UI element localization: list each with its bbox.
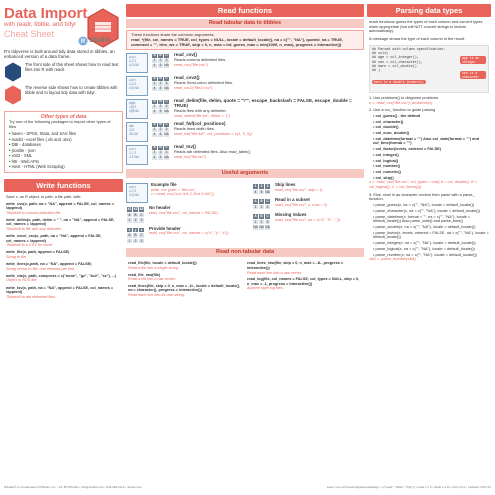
fn-description: Tibble/df to file with any delimiter. bbox=[6, 227, 62, 232]
file-line: 1|2|3 bbox=[129, 105, 136, 110]
page-title: Data Import bbox=[4, 5, 88, 22]
step-1 bbox=[367, 96, 491, 105]
result-table: X1 X2 X3 A B C 1 2 3 bbox=[127, 207, 144, 223]
read-function-desc bbox=[174, 99, 364, 118]
footer-left: RStudio® is a trademark of RStudio, Inc. • CC BY RStudio • info@rstudio.com • 844-448-1212 • rstudio.com bbox=[4, 485, 142, 489]
fn-signature: write_delim(x, path, delim = " ", na = "NA", append = FALSE, col_names = !append) bbox=[6, 217, 115, 227]
table-cell: NA bbox=[164, 86, 169, 91]
file-icon bbox=[126, 53, 148, 73]
list-item: • col_double() bbox=[373, 125, 489, 130]
table-cell: 3 bbox=[164, 151, 170, 156]
table-cell: B bbox=[159, 99, 162, 104]
code-line: ## earn = col_double() bbox=[372, 65, 417, 69]
list-item: • readxl - excel files (.xls and .xlsx) bbox=[9, 137, 118, 143]
file-line: abc bbox=[129, 124, 135, 129]
list-item: • col_character() bbox=[373, 120, 489, 125]
table-cell: NA bbox=[164, 63, 169, 68]
non-tabular-header: Read non-tabular data bbox=[126, 248, 364, 257]
fn-description: Tibble/df to tab delimited files. bbox=[6, 294, 57, 299]
code-line: read_csv2("file2.csv") bbox=[174, 84, 213, 90]
result-table bbox=[151, 53, 170, 69]
step-2 bbox=[367, 108, 491, 190]
table-cell: NA bbox=[164, 155, 169, 160]
fn-description: Object to RDS file. bbox=[6, 278, 38, 283]
page-subtitle: with readr, tibble, and tidyr bbox=[4, 21, 77, 28]
intro-reverse-row bbox=[4, 85, 123, 105]
fn-description: Read each line into a raw vector. bbox=[247, 270, 303, 275]
other-packages-list bbox=[9, 131, 118, 170]
file-line: 4,5,NA bbox=[129, 63, 139, 68]
list-item: • col_guess() - the default bbox=[373, 114, 489, 119]
list-item: • httr - Web APIs bbox=[9, 159, 118, 165]
non-tabular-functions bbox=[126, 259, 364, 297]
provide-header-label: Provide header bbox=[149, 225, 181, 231]
list-item: • parse_guess(x, na = c("", "NA"), locale = default_locale()) bbox=[373, 203, 489, 208]
read-function-desc bbox=[174, 76, 233, 90]
table-cell: 4 bbox=[152, 87, 158, 92]
table-cell: 1 bbox=[152, 82, 158, 87]
fn-description: Tibble/df to a CSV for excel bbox=[6, 243, 53, 248]
rstudio-logo bbox=[78, 36, 122, 46]
table-cell: 2 bbox=[158, 82, 164, 87]
code-line: read_csv("file.csv", col_names = c("x", "y", "z")) bbox=[149, 231, 229, 236]
table-cell: C bbox=[165, 53, 168, 58]
table-cell: C bbox=[165, 122, 168, 127]
code-line: read_csv("file.csv", skip = 1) bbox=[275, 187, 323, 192]
example-file-label: Example file bbox=[151, 182, 177, 188]
table-cell: NA bbox=[164, 132, 169, 137]
table-cell: 4 bbox=[152, 133, 158, 138]
fn-signature: read_delim(file, delim, quote = "\"", escape_backslash = FALSE, escape_double = TRUE) bbox=[174, 98, 352, 109]
file-line: 1,2,3 bbox=[129, 59, 137, 64]
fn-signature: write_lines(x,path, na = "NA", append = FALSE) bbox=[6, 262, 92, 267]
other-data-lead: Try one of the following packages to import other types of files bbox=[9, 119, 111, 130]
result-table: 1 2 3 4 5 NA bbox=[252, 183, 271, 195]
read-function-row bbox=[126, 99, 364, 119]
table-cell: C bbox=[165, 76, 168, 81]
read-tabular-subheader: Read tabular data to tibbles bbox=[126, 19, 364, 28]
parsing-header: Parsing data types bbox=[367, 4, 491, 17]
fn-description: Reads files with any delimiter. bbox=[174, 107, 227, 113]
write-fn bbox=[6, 202, 121, 216]
useful-args-left bbox=[126, 180, 252, 244]
table-cell: 2 bbox=[158, 105, 164, 110]
left-column bbox=[4, 4, 123, 299]
result-table bbox=[151, 122, 170, 138]
fn-signature: write_csv(x, path, na = "NA", append = FALSE, col_names = !append) bbox=[6, 201, 114, 211]
fn-description: String vector to file, one element per line. bbox=[6, 266, 76, 271]
fn-description: String to file. bbox=[6, 255, 28, 260]
fn-signature: write_excel_csv(x, path, na = "NA", append = FALSE, col_names = !append) bbox=[6, 234, 102, 243]
list-item: • parse_factor(x, levels, ordered = FALSE, na = c("", "NA"), locale = default_locale()) bbox=[373, 231, 489, 240]
table-cell: 3 bbox=[164, 105, 170, 110]
intro-text: R's tidyverse is built around tidy data stored in tibbles, an enhanced version of a data frame. bbox=[4, 49, 115, 60]
result-table: x y z A B C 1 2 3 bbox=[128, 227, 143, 243]
list-item: • rvest - HTML (Web Scraping) bbox=[9, 164, 118, 170]
write-fn bbox=[6, 234, 121, 248]
cheat-sheet-label: Cheat Sheet bbox=[4, 29, 55, 39]
write-fn bbox=[6, 262, 121, 271]
readr-hex-icon bbox=[4, 62, 22, 82]
file-line: 1 2 3 bbox=[129, 151, 137, 156]
rstudio-r-icon bbox=[78, 36, 88, 46]
code-line: ## age = col_integer(), bbox=[372, 56, 419, 61]
footer bbox=[4, 486, 491, 489]
code-line: ## sex = col_character(), bbox=[372, 60, 423, 65]
code-line: ## ) bbox=[372, 69, 381, 74]
code-line: read_delim("file.txt", delim = "|") bbox=[174, 112, 230, 118]
read-fn bbox=[128, 284, 243, 298]
table-cell: B bbox=[159, 145, 162, 150]
table-cell: C bbox=[165, 145, 168, 150]
table-cell: 5 bbox=[158, 110, 164, 115]
code-line: x <- read_csv("file.csv"); problems(x) bbox=[369, 99, 433, 105]
write-functions-box bbox=[4, 195, 123, 300]
list-item: • parse_character(x, na = c("", "NA"), locale = default_locale()) bbox=[373, 209, 489, 214]
useful-arguments-header: Useful arguments bbox=[126, 169, 364, 178]
code-line: read_csv("file.csv", n_max = 1) bbox=[275, 202, 328, 207]
fn-description: Read each line into its own string. bbox=[128, 292, 185, 297]
write-functions-header: Write functions bbox=[4, 179, 123, 192]
file-icon bbox=[126, 99, 148, 119]
fn-description: Tibble/df to comma delimited file. bbox=[6, 210, 62, 215]
read-function-desc bbox=[174, 53, 226, 67]
fn-signature: read_lines(file, skip = 0, n_max = -1L, locale = default_locale(), na = character(), progress = interactive()) bbox=[128, 283, 240, 293]
list-item: • col_integer() bbox=[373, 153, 489, 158]
fn-signature: read_lines_raw(file, skip = 0, n_max = -1L, progress = interactive()) bbox=[247, 261, 344, 270]
read-function-row bbox=[126, 145, 364, 165]
list-item: • col_logical() bbox=[373, 159, 489, 164]
code-line: x = read_csv("a,b,c\n1,2,3\n4,5,NA")) bbox=[151, 192, 214, 197]
earn-type-badge: earn is a double (numeric) bbox=[374, 79, 424, 84]
parsing-message: A message shows the type of each column in the result. bbox=[369, 36, 466, 42]
list-item: • parse_number(x, na = c("", "NA"), locale = default_locale()) bbox=[373, 253, 489, 258]
intro-reverse-text: The reverse side shows how to create tibbles with tibble and to layout tidy data with tidyr. bbox=[25, 85, 118, 96]
provide-header-row bbox=[126, 227, 252, 245]
table-cell: A bbox=[153, 122, 156, 127]
result-table bbox=[151, 99, 170, 115]
read-function-row bbox=[126, 53, 364, 73]
table-cell: 5 bbox=[158, 156, 164, 161]
table-cell: A bbox=[153, 99, 156, 104]
list-item: • col_datetime(format = "") Also col_date(format = "") and col_time(format = "") bbox=[373, 137, 489, 146]
code-line: write_csv (path = "file.csv", bbox=[151, 187, 197, 192]
table-cell: A bbox=[153, 145, 156, 150]
result-table: A B C 1 2 3 bbox=[254, 199, 269, 209]
fn-signature: read_file_raw(file) bbox=[128, 272, 161, 277]
list-item: • parse_double(x, na = c("", "NA"), locale = default_locale()) bbox=[373, 225, 489, 230]
fn-description: Reads fixed width files. bbox=[174, 126, 215, 132]
read-function-list bbox=[126, 53, 364, 165]
file-line: a;b;c bbox=[129, 78, 136, 83]
sex-type-badge: sex is a character bbox=[460, 71, 486, 79]
column-spec-code bbox=[369, 45, 489, 93]
table-cell: 5 bbox=[158, 64, 164, 69]
common-args-signature: read_*(file, col_names = TRUE, col_types = NULL, locale = default_locale(), na = c("", "NA"), quoted_na = TRUE, comment = "", trim_ws = TRUE, skip = 0, n_max = Inf, guess_max = min(1000, n_max), progress = interactive()) bbox=[131, 36, 343, 47]
parse-functions-list bbox=[373, 203, 489, 257]
table-cell: 1 bbox=[152, 151, 158, 156]
common-args-lead: These functions share the common arguments: bbox=[131, 32, 215, 37]
table-cell: B bbox=[159, 53, 162, 58]
file-icon bbox=[126, 76, 148, 96]
result-table bbox=[151, 145, 170, 161]
file-line: a b c bbox=[129, 147, 136, 152]
fn-description: Read a file into a raw vector. bbox=[128, 277, 176, 282]
example-file-row bbox=[126, 183, 252, 203]
fn-signature: read_log(file, col_names = FALSE, col_types = NULL, skip = 0, n_max = -1, progress = interactive()) bbox=[247, 277, 360, 286]
file-line: 1;2;3 bbox=[129, 82, 137, 87]
write-fn bbox=[6, 250, 121, 259]
non-tabular-right bbox=[245, 259, 364, 297]
table-cell: A bbox=[153, 53, 156, 58]
table-cell: NA bbox=[164, 109, 169, 114]
fn-signature: write_file(x, path, append = FALSE) bbox=[6, 250, 70, 255]
file-line: 4|5|NA bbox=[129, 109, 139, 114]
code-line: ## cols( bbox=[372, 52, 389, 57]
file-icon bbox=[126, 145, 148, 165]
table-cell: 1 bbox=[152, 105, 158, 110]
missing-values-row bbox=[252, 213, 364, 231]
read-fn bbox=[247, 261, 362, 275]
read-function-row bbox=[126, 76, 364, 96]
example-file-icon: a,b,c 1,2,3 4,5,NA bbox=[126, 183, 148, 203]
list-item: • xml2 - XML bbox=[9, 153, 118, 159]
read-fn bbox=[247, 277, 362, 291]
no-header-label: No header bbox=[149, 205, 171, 211]
other-data-heading: Other types of data bbox=[40, 114, 87, 121]
code-line: x <- read_csv("file.csv", col_types = cols( A = col_double(), B = col_logical(), C = col_factor())) bbox=[369, 179, 477, 190]
fn-description: Reads Semi-colon delimited files. bbox=[174, 80, 234, 86]
write-fn bbox=[6, 274, 121, 283]
read-function-row bbox=[126, 122, 364, 142]
file-line: 123 bbox=[129, 128, 135, 133]
fn-description: Apache style log files. bbox=[247, 286, 284, 291]
fn-description: Reads comma delimited files. bbox=[174, 57, 227, 63]
table-cell: 4 bbox=[152, 110, 158, 115]
footer-right: Learn more at browseVignettes(package = c("readr", "tibble", "tidyr")) • readr 1.1.0 • tibble 1.2.12 • tidyr 0.6.0 • Updated: 2017-01 bbox=[326, 485, 491, 489]
step-text: 1. Use problems() to diagnose problems bbox=[369, 94, 439, 100]
read-subset-label: Read in a subset bbox=[275, 197, 310, 203]
table-cell: 1 bbox=[152, 59, 158, 64]
missing-values-label: Missing Values bbox=[275, 212, 307, 218]
step-3 bbox=[367, 193, 491, 262]
table-cell: 1 bbox=[152, 128, 158, 133]
list-item: • DBI - databases bbox=[9, 142, 118, 148]
common-args-box bbox=[126, 30, 364, 50]
code-line: read_tsv("file.tsv") bbox=[174, 153, 207, 159]
col-functions-list bbox=[373, 114, 489, 180]
read-function-desc bbox=[174, 145, 251, 159]
result-table bbox=[151, 76, 170, 92]
code-line: read_csv("file.csv", na = c("4", "5", ".")) bbox=[275, 217, 340, 222]
code-line: ## Parsed with column specification: bbox=[372, 47, 446, 52]
read-fn bbox=[128, 273, 243, 282]
file-line: 4;5;NA bbox=[129, 86, 139, 91]
code-line: read_csv("file.csv", col_names = FALSE) bbox=[149, 210, 218, 215]
middle-column bbox=[126, 4, 364, 298]
write-lead: Save x, an R object, to path, a file path, with: bbox=[6, 194, 82, 199]
fn-description: Reads tab delimited files. Also read_table(). bbox=[174, 149, 252, 155]
list-item: • col_numeric() bbox=[373, 170, 489, 175]
step-text: 3. Else, read in as character vectors then parse with a parse_ function. bbox=[369, 191, 475, 202]
code-line: x$A <- parse_number(x$A) bbox=[369, 256, 416, 262]
file-line: 45 NA bbox=[129, 132, 138, 137]
table-cell: 3 bbox=[164, 82, 170, 87]
table-cell: 3 bbox=[164, 59, 170, 64]
write-fn bbox=[6, 218, 121, 232]
list-item: • jsonlite - json bbox=[9, 148, 118, 154]
table-cell: 2 bbox=[158, 128, 164, 133]
skip-lines-row bbox=[252, 183, 364, 195]
useful-args-right bbox=[252, 180, 364, 244]
table-cell: 5 bbox=[158, 87, 164, 92]
svg-text:R: R bbox=[80, 39, 86, 46]
fn-signature: read_csv() bbox=[174, 52, 197, 58]
table-cell: 4 bbox=[152, 64, 158, 69]
write-fn bbox=[6, 286, 121, 300]
table-cell: B bbox=[159, 76, 162, 81]
useful-arguments bbox=[126, 180, 364, 244]
read-subset-row bbox=[252, 198, 364, 210]
skip-lines-label: Skip lines bbox=[275, 182, 296, 188]
step-text: 2. Use a col_ function to guide parsing bbox=[369, 107, 436, 113]
age-type-badge: age is an integer bbox=[460, 56, 486, 64]
list-item: • col_skip() bbox=[373, 176, 489, 181]
result-table: A B C 1 2 3 NA NA NA bbox=[253, 214, 270, 230]
other-data-box bbox=[4, 111, 123, 172]
file-line: a,b,c bbox=[129, 55, 136, 60]
no-header-row bbox=[126, 206, 252, 224]
fn-signature: write_rds(x, path, compress = c("none", "gz", "bz2", "xz"), ...) bbox=[6, 273, 117, 278]
list-item: • parse_integer(x, na = c("", "NA"), locale = default_locale()) bbox=[373, 241, 489, 246]
fn-signature: read_file(file, locale = default_locale()) bbox=[128, 261, 197, 266]
tidyr-hex-icon bbox=[4, 85, 22, 105]
file-icon bbox=[126, 122, 148, 142]
intro-front-row bbox=[4, 62, 123, 82]
table-cell: C bbox=[165, 99, 168, 104]
fn-description: Read a file into a single string. bbox=[128, 265, 179, 270]
non-tabular-left bbox=[126, 259, 245, 297]
file-line: 4 5 NA bbox=[129, 155, 139, 160]
code-line: read_fwf("file.fwf", col_positions = c(1, 3, 5)) bbox=[174, 130, 252, 136]
list-item: • col_factor(levels, ordered = FALSE) bbox=[373, 147, 489, 152]
fn-signature: read_csv2() bbox=[174, 75, 200, 81]
list-item: • col_number() bbox=[373, 164, 489, 169]
table-cell: 2 bbox=[158, 59, 164, 64]
table-cell: 3 bbox=[164, 128, 170, 133]
read-functions-header: Read functions bbox=[126, 4, 364, 17]
list-item: • parse_datetime(x, format = "", na = c("", "NA"), locale = default_locale()) Also parse_date() and parse_time() bbox=[373, 215, 489, 224]
table-cell: 4 bbox=[152, 156, 158, 161]
code-line: read_csv("file.csv") bbox=[174, 61, 208, 67]
rstudio-wordmark: Studio bbox=[89, 37, 111, 44]
table-cell: B bbox=[159, 122, 162, 127]
table-cell: 5 bbox=[158, 133, 164, 138]
fn-signature: write_tsv(x, path, na = "NA", append = FALSE, col_names = !append) bbox=[6, 285, 114, 295]
list-item: • col_euro_double() bbox=[373, 131, 489, 136]
fn-signature: read_fwf(col_positions) bbox=[174, 121, 226, 127]
list-item: • haven - SPSS, Stata, and SAS files bbox=[9, 131, 118, 137]
file-line: a|b|c bbox=[129, 101, 136, 106]
table-cell: 2 bbox=[158, 151, 164, 156]
fn-signature: read_tsv() bbox=[174, 144, 196, 150]
read-fn bbox=[128, 261, 243, 270]
list-item: • parse_logical(x, na = c("", "NA"), locale = default_locale()) bbox=[373, 247, 489, 252]
right-column bbox=[367, 4, 491, 262]
parsing-lead: readr functions guess the types of each column and convert types when appropriate (but will NOT convert strings to factors automatically). bbox=[369, 19, 483, 34]
table-cell: A bbox=[153, 76, 156, 81]
read-function-desc bbox=[174, 122, 252, 136]
intro-front-text: The front side of this sheet shows how to read text files into R with readr. bbox=[25, 62, 119, 73]
